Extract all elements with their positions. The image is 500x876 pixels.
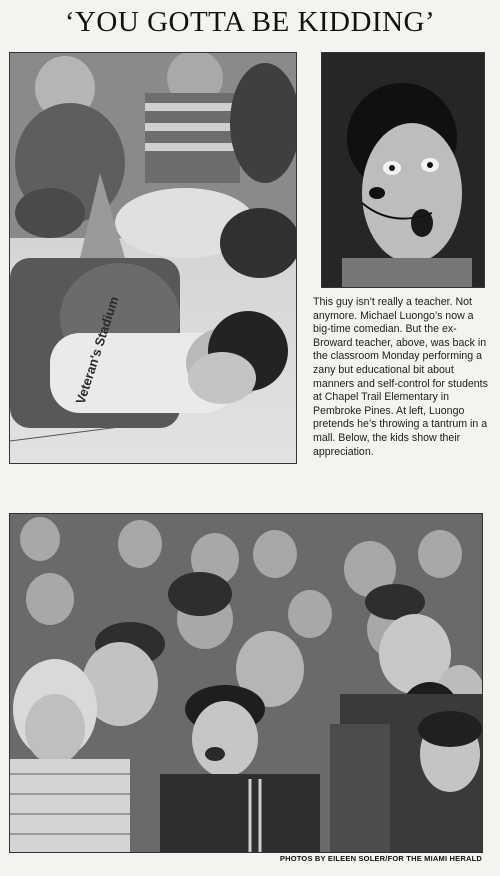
tantrum-photo-image [10, 53, 296, 463]
headline: ‘YOU GOTTA BE KIDDING’ [64, 6, 436, 38]
comedian-closeup-image [322, 53, 484, 287]
kids-audience-photo [9, 513, 483, 853]
kids-audience-image [10, 514, 482, 852]
photo-caption: This guy isn’t really a teacher. Not anymore. Michael Luongo’s now a big-time comedian. But the ex-Broward teacher, above, was back in the classroom Monday performing a zany but educational bit about manners and self-control for students at Chapel Trail Elementary in Pembroke Pines. At left, Luongo pretends he’s throwing a tantrum in a mall. Below, the kids show their appreciation. [313, 296, 488, 458]
tantrum-photo [9, 52, 297, 464]
comedian-closeup-photo [321, 52, 485, 288]
shirt-lettering: Veteran's Stadium [72, 294, 122, 406]
photo-credit: PHOTOS BY EILEEN SOLER/FOR THE MIAMI HERALD [279, 854, 482, 863]
